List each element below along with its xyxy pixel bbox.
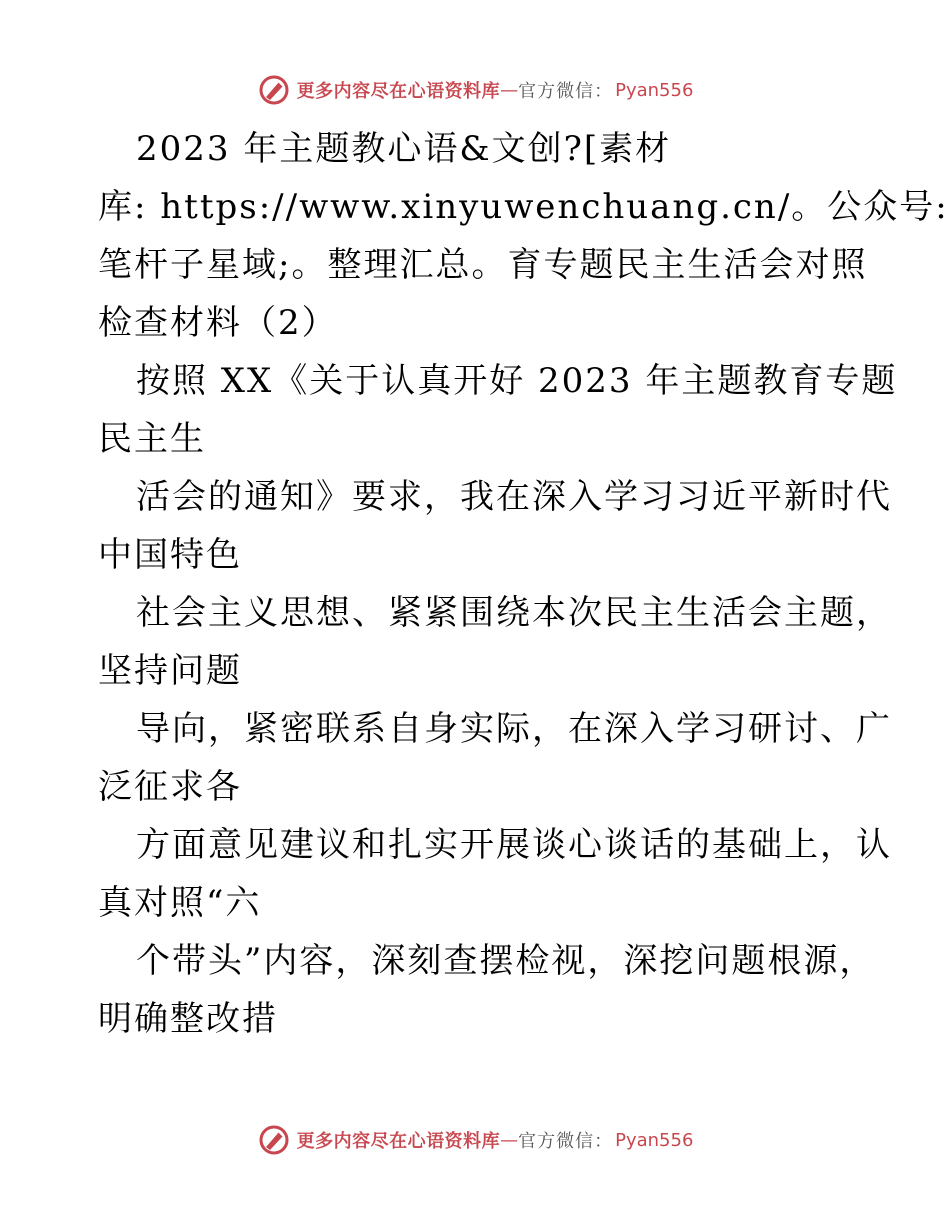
watermark-official-label: 官方微信： bbox=[518, 1131, 614, 1152]
pen-swirl-logo-icon bbox=[257, 1123, 291, 1157]
watermark-account: Pyan556 bbox=[615, 1129, 694, 1151]
watermark-main-text: 更多内容尽在心语资料库 bbox=[296, 81, 501, 102]
footer-watermark bbox=[0, 1120, 950, 1160]
document-body bbox=[98, 120, 949, 1048]
text-line: 方面意见建议和扎实开展谈心谈话的基础上，认 bbox=[136, 825, 892, 865]
watermark-official-label: 官方微信： bbox=[518, 81, 614, 102]
text-line: 真对照“六 bbox=[98, 883, 262, 923]
text-line: 中国特色 bbox=[98, 535, 242, 575]
text-line: 2023 年主题教心语&文创?[素材 bbox=[136, 129, 672, 169]
watermark-main-text: 更多内容尽在心语资料库 bbox=[296, 1131, 501, 1152]
text-line: 个带头”内容，深刻查摆检视，深挖问题根源， bbox=[136, 941, 876, 981]
watermark-account: Pyan556 bbox=[615, 79, 694, 101]
text-line: 明确整改措 bbox=[98, 999, 278, 1039]
text-line: 活会的通知》要求，我在深入学习习近平新时代 bbox=[136, 477, 892, 517]
text-line: 坚持问题 bbox=[98, 651, 242, 691]
watermark-dash: — bbox=[500, 79, 519, 101]
text-line: 库: https://www.xinyuwenchuang.cn/。公众号: bbox=[98, 187, 949, 227]
watermark-dash: — bbox=[500, 1129, 519, 1151]
text-line: 笔杆子星域;。整理汇总。育专题民主生活会对照 bbox=[98, 245, 868, 285]
pen-swirl-logo-icon bbox=[257, 73, 291, 107]
text-line: 泛征求各 bbox=[98, 767, 242, 807]
header-watermark bbox=[0, 70, 950, 110]
text-line: 检查材料（2） bbox=[98, 303, 338, 343]
text-line: 导向，紧密联系自身实际，在深入学习研讨、广 bbox=[136, 709, 892, 749]
text-line: 按照 XX《关于认真开好 2023 年主题教育专题 bbox=[136, 361, 898, 401]
text-line: 社会主义思想、紧紧围绕本次民主生活会主题， bbox=[136, 593, 892, 633]
text-line: 民主生 bbox=[98, 419, 206, 459]
